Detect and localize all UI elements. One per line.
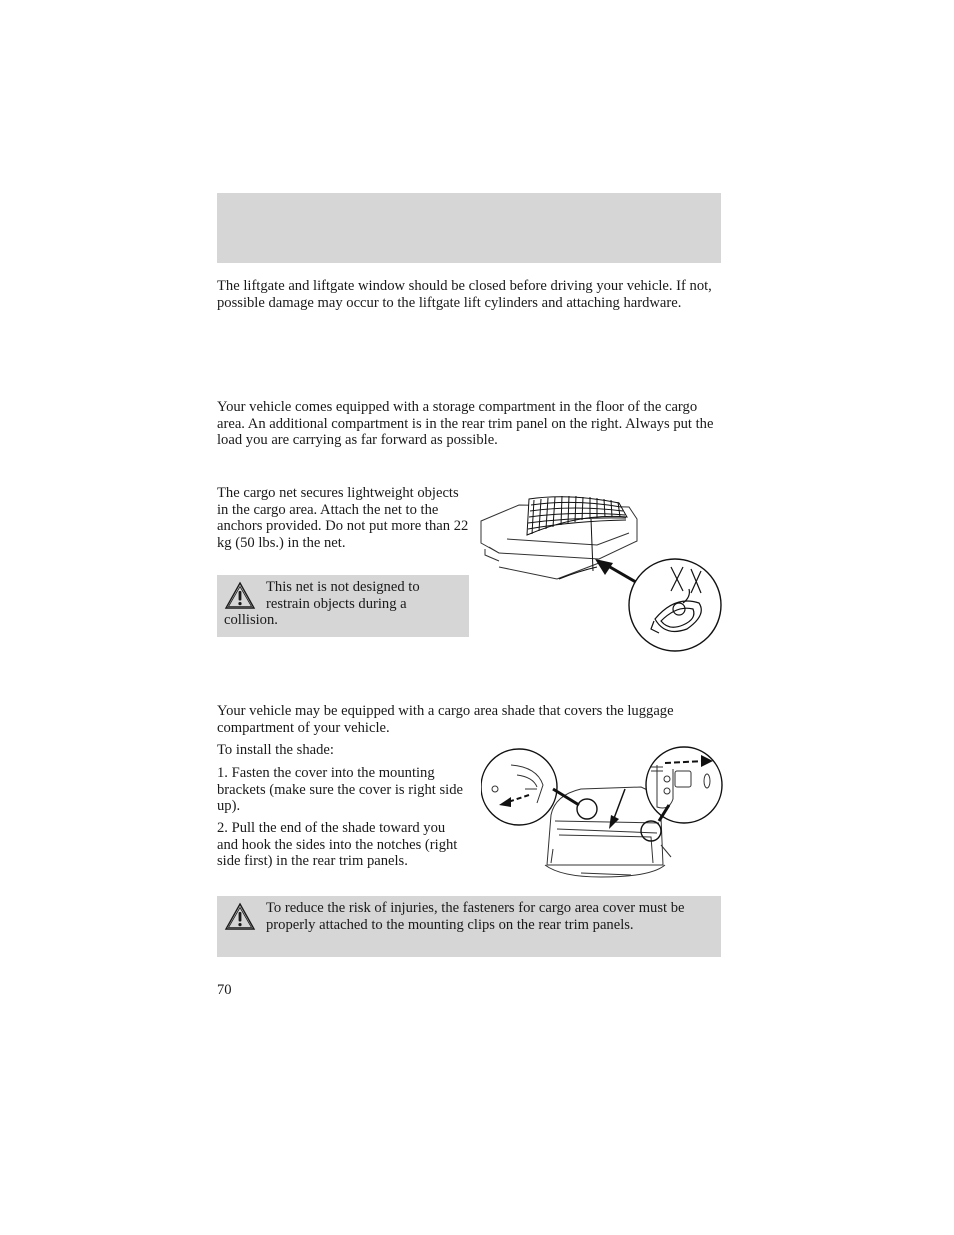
net-warning-box (217, 575, 469, 637)
install-lead-paragraph: To install the shade: (217, 742, 334, 758)
liftgate-note-paragraph: The liftgate and liftgate window should be closed before driving your vehicle. If not, possible damage may occur to the liftgate lift cylinders and attaching hardware. (217, 278, 712, 311)
cargo-net-illustration (479, 491, 724, 653)
shade-intro-paragraph: Your vehicle may be equipped with a cargo area shade that covers the luggage compartment of your vehicle. (217, 703, 674, 736)
install-step-2: 2. Pull the end of the shade toward you and hook the sides into the notches (right side first) in the rear trim panels. (217, 820, 458, 870)
page-number: 70 (217, 982, 232, 998)
shade-warning-box (217, 896, 721, 957)
cargo-shade-illustration (481, 745, 724, 880)
storage-paragraph: Your vehicle comes equipped with a storage compartment in the floor of the cargo area. An additional compartment is in the rear trim panel on the right. Always put the load you are carrying as far forward as possible. (217, 399, 714, 449)
shade-warning-text: To reduce the risk of injuries, the fasteners for cargo area cover must be properly attached to the mounting clips on the rear trim panels. (266, 900, 685, 933)
install-step-1: 1. Fasten the cover into the mounting brackets (make sure the cover is right side up). (217, 765, 463, 815)
net-warning-text: This net is not designed to restrain objects during a collision. (224, 579, 420, 629)
cargo-net-paragraph: The cargo net secures lightweight objects in the cargo area. Attach the net to the anchors provided. Do not put more than 22 kg (50 lbs.) in the net. (217, 485, 469, 551)
section-header-band (217, 193, 721, 263)
